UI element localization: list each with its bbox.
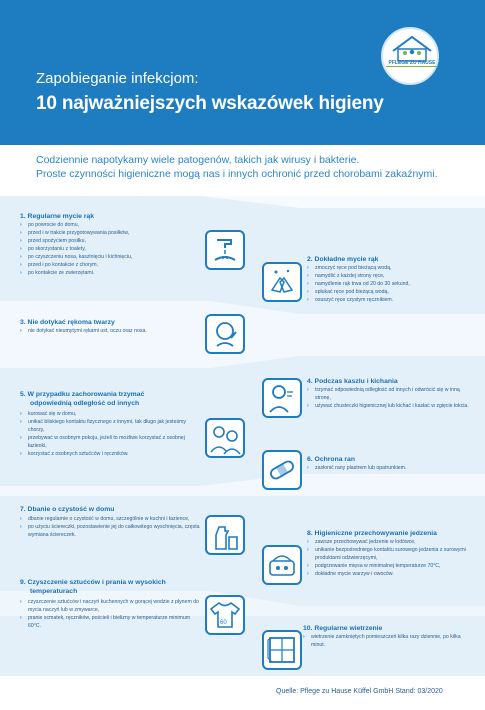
section-5-title xyxy=(20,390,210,408)
sick-person-icon xyxy=(205,418,245,458)
title-line-1: Zapobieganie infekcjom: xyxy=(36,70,199,87)
list-item: › czyszczenie sztućców i naczyń kuchennych w gorącej wodzie z płynem do mycia naczyń lub w zmywarce, xyxy=(20,598,200,614)
section-9-title-line-1: 9. Czyszczenie sztućców i prania w wysokich xyxy=(20,579,166,586)
section-5-list xyxy=(20,410,200,458)
list-item: › przebywać w osobnym pokoju, jeżeli to możliwe korzystać z osobnej łazienki, xyxy=(20,434,200,450)
coughing-person-icon xyxy=(262,378,302,418)
scrubbing-hands-icon xyxy=(262,262,302,302)
section-3-title: 3. Nie dotykać rękoma twarzy xyxy=(20,319,115,326)
title-line-2: 10 najważniejszych wskazówek higieny xyxy=(36,93,384,114)
list-item: › namydlić z każdej strony ręce, xyxy=(307,272,477,280)
section-8-title: 8. Higieniczne przechowywanie jedzenia xyxy=(307,530,437,537)
list-item: › zasłonić rany plastrem lub opatrunkiem. xyxy=(307,464,477,472)
section-10-list xyxy=(303,633,473,649)
section-5-title-line-2: odpowiednią odległość od innych xyxy=(30,400,140,407)
list-item: › nie dotykać nieumytymi rękami ust, oczu oraz nosa. xyxy=(20,327,200,335)
list-item: › korzystać z osobnych sztućców i ręczników. xyxy=(20,450,200,458)
section-1-list xyxy=(20,221,200,277)
list-item: › po powrocie do domu, xyxy=(20,221,200,229)
list-item: › po kontakcie ze zwierzętami. xyxy=(20,269,200,277)
company-logo xyxy=(381,27,439,85)
section-3-list xyxy=(20,327,200,335)
water-tap-icon xyxy=(205,230,245,270)
section-6-list xyxy=(307,464,477,472)
list-item: › spłukać ręce pod bieżącą wodą, xyxy=(307,288,477,296)
section-2-title: 2. Dokładne mycie rąk xyxy=(307,256,379,263)
face-touch-icon xyxy=(205,314,245,354)
list-item: › trzymać odpowiednią odległość od innych i odwrócić się w inną stronę, xyxy=(307,386,477,402)
list-item: › unikać bliskiego kontaktu fizycznego z innymi, tak długo jak jesteśmy chorzy, xyxy=(20,418,200,434)
section-9-list xyxy=(20,598,200,630)
section-6-title: 6. Ochrona ran xyxy=(307,456,355,463)
open-window-icon xyxy=(262,630,302,670)
bandage-icon xyxy=(262,450,302,490)
section-4-title: 4. Podczas kaszlu i kichania xyxy=(307,378,398,385)
list-item: › podgrzewanie mięsa w minimalnej temperaturze 70°C, xyxy=(307,562,479,570)
section-5-title-line-1: 5. W przypadku zachorowania trzymać xyxy=(20,391,145,398)
source-footer: Quelle: Pflege zu Hause Küffel GmbH Stand: 03/2020 xyxy=(276,688,443,695)
section-9-title-line-2: temperaturach xyxy=(30,588,78,595)
list-item: › po skorzystaniu z toalety, xyxy=(20,245,200,253)
house-logo-icon xyxy=(385,33,439,63)
list-item: › wietrzenie zamkniętych pomieszczeń kilka razy dziennie, po kilka minut. xyxy=(303,633,473,649)
list-item: › namydlenie rąk trwa od 20 do 30 sekund, xyxy=(307,280,477,288)
list-item: › kurować się w domu, xyxy=(20,410,200,418)
list-item: › zmoczyć ręce pod bieżącą wodą, xyxy=(307,264,477,272)
tshirt-laundry-icon xyxy=(205,595,245,635)
list-item: › przed spożyciem posiłku, xyxy=(20,237,200,245)
list-item: › dokładne mycie warzyw i owoców. xyxy=(307,570,479,578)
section-7-title: 7. Dbanie o czystość w domu xyxy=(20,506,115,513)
section-10-title: 10. Regularne wietrzenie xyxy=(303,625,383,632)
section-4-list xyxy=(307,386,477,410)
list-item: › osuszyć ręce czystym ręcznikiem. xyxy=(307,296,477,304)
section-7-list xyxy=(20,515,200,539)
list-item: › przed i po kontakcie z chorym, xyxy=(20,261,200,269)
section-9-title xyxy=(20,578,210,596)
intro-line-2: Proste czynności higieniczne mogą nas i innych ochronić przed chorobami zakaźnymi. xyxy=(36,168,438,180)
intro-text xyxy=(36,153,456,181)
list-item: › używać chusteczki higienicznej lub kichać i kasłać w zgięcie łokcia. xyxy=(307,402,477,410)
food-storage-icon xyxy=(262,545,302,585)
cleaning-spray-icon xyxy=(205,515,245,555)
svg-text:60: 60 xyxy=(220,620,227,626)
intro-line-1: Codziennie napotykamy wiele patogenów, takich jak wirusy i bakterie. xyxy=(36,154,360,166)
section-8-list xyxy=(307,538,479,578)
list-item: › unikanie bezpośredniego kontaktu surowego jedzenia z surowymi produktami odzwierzęcymi, xyxy=(307,546,479,562)
section-1-title: 1. Regularne mycie rąk xyxy=(20,213,95,220)
logo-text: PFLEGE ZU HAUSE xyxy=(386,60,438,67)
section-2-list xyxy=(307,264,477,304)
header-banner xyxy=(0,0,485,145)
list-item: › zawsze przechowywać jedzenie w lodówce, xyxy=(307,538,479,546)
list-item: › pranie scmatek, ręczników, pościeli i bielizny w temperaturze minimum 60°C. xyxy=(20,614,200,630)
list-item: › przed i w trakcie przygotowywania posiłków, xyxy=(20,229,200,237)
list-item: › po użyciu ściereczki, pozostawienie jej do całkowitego wyschnięcia, częsta wymiana ściereczek. xyxy=(20,523,200,539)
list-item: › dbanie regularnie o czystość w domu, szczególnie w kuchni i łazience, xyxy=(20,515,200,523)
list-item: › po czyszczeniu nosa, kaszlnięciu i kichnięciu, xyxy=(20,253,200,261)
